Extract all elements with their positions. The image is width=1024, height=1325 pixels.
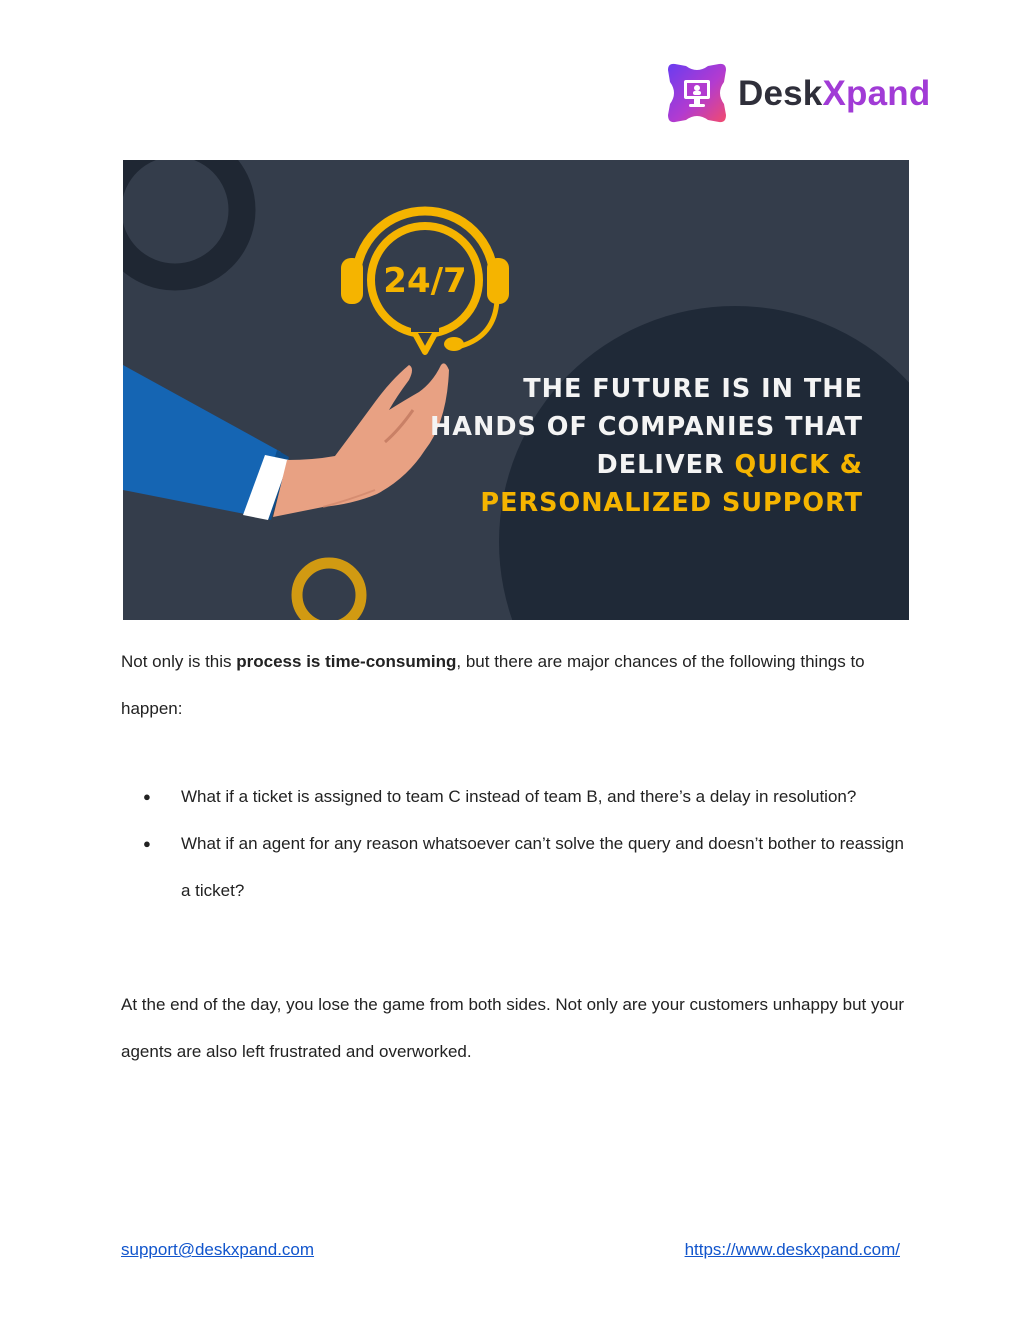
- list-item-text: What if a ticket is assigned to team C instead of team B, and there’s a delay in resolution?: [181, 787, 857, 806]
- intro-paragraph: [121, 638, 907, 732]
- intro-text-pre: Not only is this: [121, 652, 237, 671]
- brand-name: [738, 73, 931, 113]
- intro-text-bold: process is time-consuming: [236, 652, 457, 671]
- bullet-dot: ●: [143, 789, 151, 804]
- website-link[interactable]: https://www.deskxpand.com/: [684, 1240, 900, 1259]
- support-email-link[interactable]: support@deskxpand.com: [121, 1240, 315, 1259]
- headline-line-3: [430, 446, 863, 484]
- list-item: [121, 820, 907, 914]
- hero-banner: [123, 160, 909, 620]
- badge-24-7: 24/7: [383, 261, 467, 301]
- banner-headline: [430, 370, 863, 522]
- bullet-dot: ●: [143, 836, 151, 851]
- brand-name-desk: Desk: [738, 73, 823, 113]
- list-item-text: What if an agent for any reason whatsoever can’t solve the query and doesn’t bother to reassign a ticket?: [181, 834, 904, 900]
- brand-name-xpand: Xpand: [822, 73, 931, 113]
- headline-line-3-a: DELIVER: [596, 450, 735, 480]
- closing-paragraph: At the end of the day, you lose the game from both sides. Not only are your customers unhappy but your agents are also left frustrated and overworked.: [121, 995, 905, 1061]
- headline-line-4: PERSONALIZED SUPPORT: [480, 488, 863, 518]
- headline-line-3-b: QUICK &: [734, 450, 863, 480]
- brand-logo: [664, 60, 930, 126]
- headline-line-1: THE FUTURE IS IN THE: [523, 374, 863, 404]
- headline-line-2: HANDS OF COMPANIES THAT: [429, 412, 863, 442]
- list-item: [121, 773, 907, 820]
- intro-text-post: , but there are major chances of the following things to happen:: [121, 652, 865, 718]
- bullet-list: [121, 773, 907, 914]
- deskxpand-logo-icon: [664, 60, 730, 126]
